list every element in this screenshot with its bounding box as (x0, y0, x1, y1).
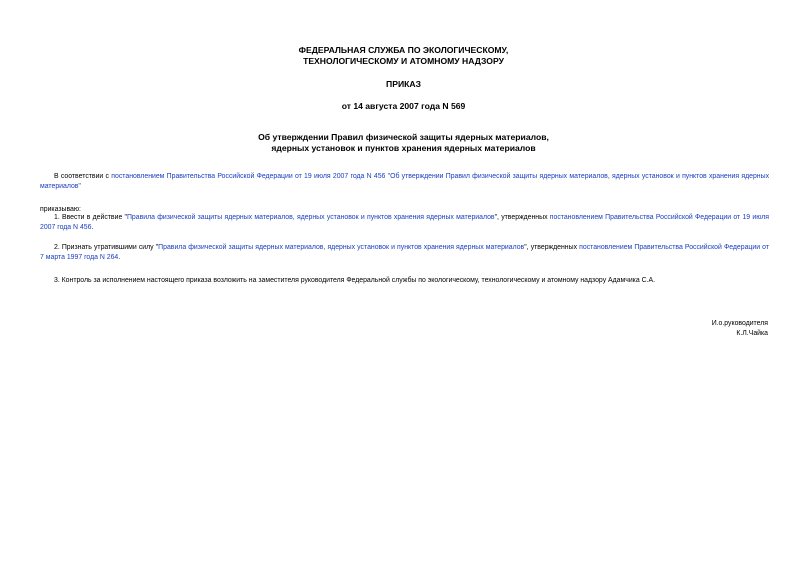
decree-456-link[interactable]: постановлением Правительства Российской Федерации от 19 июля 2007 года N 456 (40, 214, 769, 231)
document-title (0, 132, 807, 154)
order-item-3: 3. Контроль за исполнением настоящего приказа возложить на заместителя руководителя Федеральной службы по экологическому, технологическому и атомному надзору Адамчика С.А. (54, 277, 655, 284)
signature-name: К.Л.Чайка (736, 330, 768, 337)
order-item-1 (40, 213, 769, 233)
order-word: приказываю: (40, 206, 81, 213)
physical-protection-rules-link[interactable]: Правила физической защиты ядерных материалов, ядерных установок и пунктов хранения ядерных материалов (126, 214, 495, 221)
government-decree-456-link[interactable]: постановлением Правительства Российской Федерации от 19 июля 2007 года N 456 "Об утверждении Правил физической защиты ядерных материалов, ядерных установок и пунктов хранения ядерных материалов" (40, 173, 770, 190)
item1-middle: ", утвержденных (494, 214, 550, 221)
item1-suffix: . (91, 224, 94, 231)
order-item-2 (40, 243, 769, 263)
decree-264-link[interactable]: постановлением Правительства Российской Федерации от 7 марта 1997 года N 264 (40, 244, 769, 261)
document-title-line1: Об утверждении Правил физической защиты ядерных материалов, (258, 132, 549, 142)
agency-name (0, 45, 807, 67)
agency-name-line1: ФЕДЕРАЛЬНАЯ СЛУЖБА ПО ЭКОЛОГИЧЕСКОМУ, (298, 45, 509, 55)
item2-prefix: 2. Признать утратившими силу " (54, 244, 159, 251)
document-title-line2: ядерных установок и пунктов хранения ядерных материалов (271, 143, 536, 153)
agency-name-line2: ТЕХНОЛОГИЧЕСКОМУ И АТОМНОМУ НАДЗОРУ (303, 56, 504, 66)
old-physical-protection-rules-link[interactable]: Правила физической защиты ядерных материалов, ядерных установок и пунктов хранения ядерных материалов (158, 244, 525, 251)
document-type: ПРИКАЗ (386, 79, 421, 89)
item2-middle: ", утвержденных (524, 244, 580, 251)
preamble-paragraph (40, 172, 769, 192)
document-date-number: от 14 августа 2007 года N 569 (341, 101, 466, 111)
item1-prefix: 1. Ввести в действие " (54, 214, 127, 221)
signature-position: И.о.руководителя (711, 320, 768, 327)
item2-suffix: . (118, 254, 121, 261)
preamble-prefix: В соответствии с (54, 173, 112, 180)
